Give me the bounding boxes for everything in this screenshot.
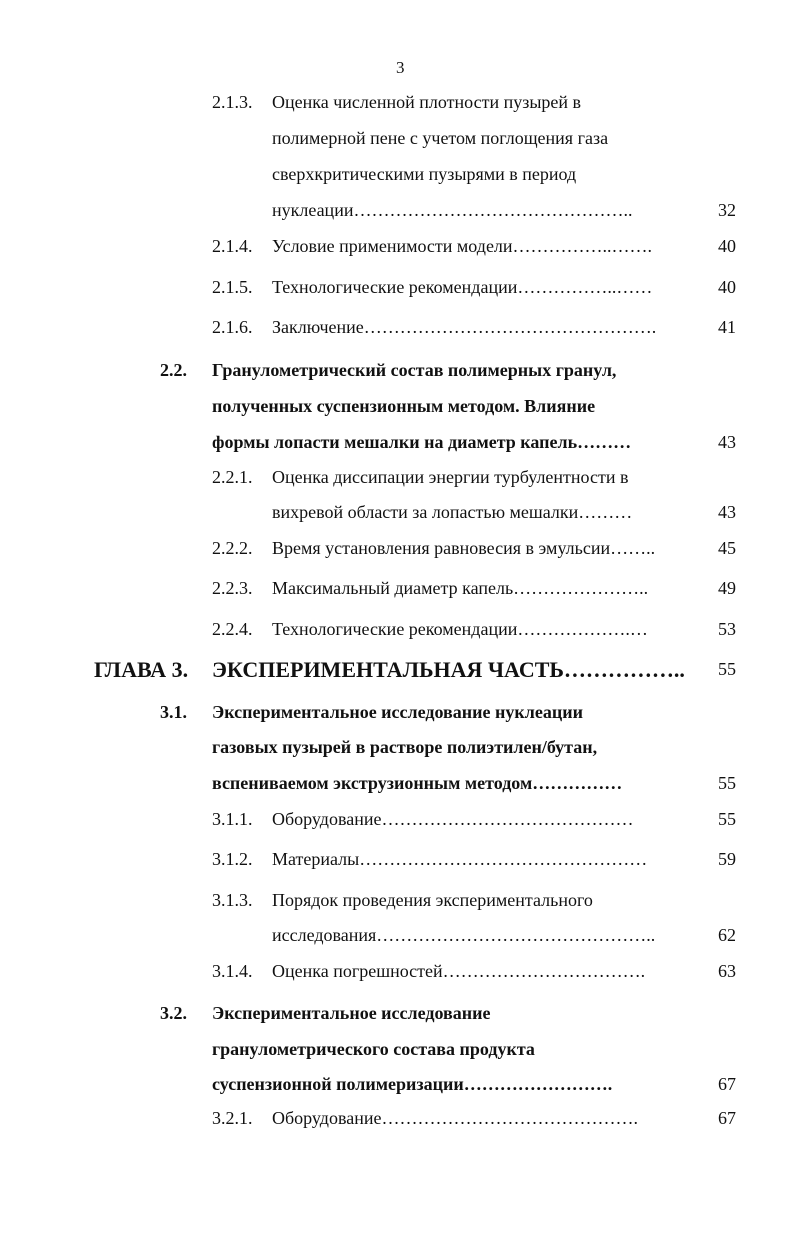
section-number: 3.2.1. — [212, 1108, 253, 1128]
section-number: 3.1.4. — [212, 961, 253, 981]
page-ref: 55 — [718, 773, 736, 793]
entry-title-line: Технологические рекомендации……………….… — [272, 619, 648, 639]
entry-title-line: Экспериментальное исследование нуклеации — [212, 702, 583, 722]
entry-title-line: Порядок проведения экспериментального — [272, 890, 593, 910]
section-number: 2.2. — [160, 360, 187, 380]
page-ref: 62 — [718, 925, 736, 945]
page-ref: 67 — [718, 1108, 736, 1128]
section-number: 2.2.4. — [212, 619, 253, 639]
page-ref: 40 — [718, 236, 736, 256]
entry-title-line: Оценка численной плотности пузырей в — [272, 92, 582, 112]
page-ref: 63 — [718, 961, 736, 981]
entry-title-line: Гранулометрический состав полимерных гранул, — [212, 360, 617, 380]
page-ref: 49 — [718, 578, 736, 598]
entry-title-line: Время установления равновесия в эмульсии…….. — [272, 538, 656, 558]
entry-title-line: Оценка диссипации энергии турбулентности в — [272, 467, 629, 487]
page-ref: 40 — [718, 277, 736, 297]
section-number: 3.1. — [160, 702, 187, 722]
section-number: 3.1.3. — [212, 890, 253, 910]
entry-title-line: полученных суспензионным методом. Влияние — [212, 396, 596, 416]
section-number: 3.1.2. — [212, 849, 253, 869]
entry-title-line: суспензионной полимеризации……………………. — [212, 1074, 613, 1094]
entry-title-line: Оборудование…………………………………… — [272, 809, 634, 829]
section-number: 2.1.3. — [212, 92, 253, 112]
page-ref: 45 — [718, 538, 736, 558]
entry-title-line: вспениваемом экструзионным методом…………… — [212, 773, 623, 793]
section-number: 3.2. — [160, 1003, 187, 1023]
entry-title-line: газовых пузырей в растворе полиэтилен/бутан, — [212, 737, 598, 757]
page-ref: 32 — [718, 200, 736, 220]
entry-title-line: Заключение…………………………………………. — [272, 317, 657, 337]
section-number: 2.2.1. — [212, 467, 253, 487]
section-number: 3.1.1. — [212, 809, 253, 829]
entry-title-line: нуклеации……………………………………….. — [272, 200, 633, 220]
entry-title-line: полимерной пене с учетом поглощения газа — [272, 128, 609, 148]
section-number: 2.1.6. — [212, 317, 253, 337]
section-number: 2.1.4. — [212, 236, 253, 256]
entry-title-line: сверхкритическими пузырями в период — [272, 164, 577, 184]
page-ref: 59 — [718, 849, 736, 869]
entry-title-line: исследования……………………………………….. — [272, 925, 656, 945]
page-ref: 41 — [718, 317, 736, 337]
page-number: 3 — [396, 58, 405, 77]
page-ref: 55 — [718, 659, 736, 679]
page-ref: 53 — [718, 619, 736, 639]
entry-title-line: Условие применимости модели……………..……. — [272, 236, 653, 256]
section-number: 2.1.5. — [212, 277, 253, 297]
entry-title-line: Материалы………………………………………… — [272, 849, 648, 869]
page-ref: 55 — [718, 809, 736, 829]
section-number: 2.2.2. — [212, 538, 253, 558]
entry-title-line: формы лопасти мешалки на диаметр капель……… — [212, 432, 632, 452]
chapter-title: ЭКСПЕРИМЕНТАЛЬНАЯ ЧАСТЬ…………….. — [212, 657, 685, 682]
entry-title-line: Технологические рекомендации……………..…… — [272, 277, 653, 297]
entry-title-line: Экспериментальное исследование — [212, 1003, 491, 1023]
section-number: 2.2.3. — [212, 578, 253, 598]
entry-title-line: Оценка погрешностей……………………………. — [272, 961, 646, 981]
entry-title-line: вихревой области за лопастью мешалки……… — [272, 502, 633, 522]
page-ref: 67 — [718, 1074, 736, 1094]
chapter-number: ГЛАВА 3. — [94, 657, 189, 682]
page-ref: 43 — [718, 502, 736, 522]
page-ref: 43 — [718, 432, 736, 452]
entry-title-line: Оборудование……………………………………. — [272, 1108, 638, 1128]
entry-title-line: гранулометрического состава продукта — [212, 1039, 535, 1059]
entry-title-line: Максимальный диаметр капель………………….. — [272, 578, 649, 598]
